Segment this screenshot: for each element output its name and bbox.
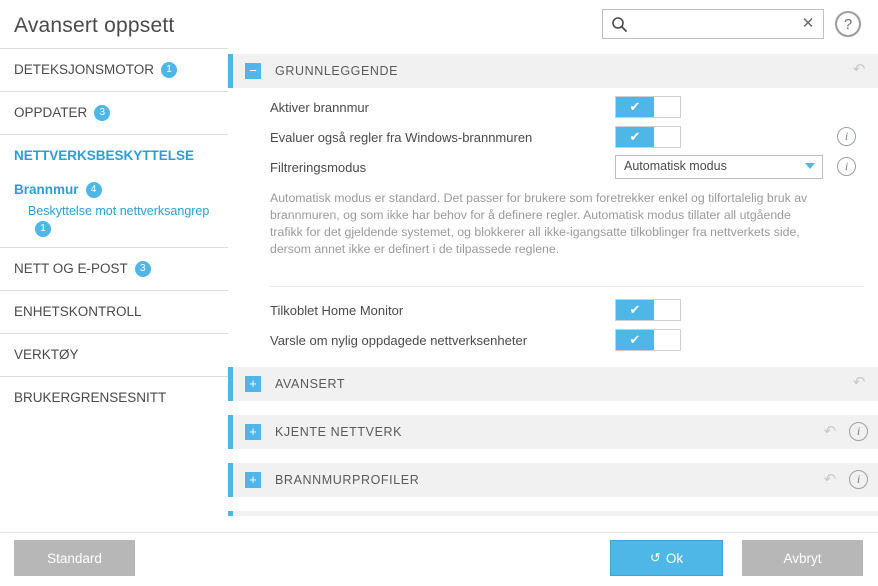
section-header-brannmurprofiler[interactable] <box>228 463 878 497</box>
sidebar-item-badge: 3 <box>135 261 151 277</box>
sidebar <box>0 48 228 532</box>
info-icon[interactable]: i <box>849 422 868 441</box>
section-actions <box>821 470 868 489</box>
sidebar-item-label: DETEKSJONSMOTOR <box>14 62 155 77</box>
section-header-kjente-nettverk[interactable] <box>228 415 878 449</box>
sidebar-item-badge: 3 <box>94 105 110 121</box>
expand-icon[interactable]: + <box>245 376 261 392</box>
section-header-avansert[interactable] <box>228 367 878 401</box>
revert-icon[interactable]: ↶ <box>823 422 837 440</box>
toggle-evaluer-windows-regler[interactable] <box>615 126 681 148</box>
sidebar-item-brukergrensesnitt[interactable] <box>0 376 228 419</box>
sidebar-subitem-badge: 4 <box>86 182 102 198</box>
dialog-footer <box>0 532 878 586</box>
spacer <box>228 264 878 286</box>
sidebar-item-label: OPPDATER <box>14 105 88 120</box>
ok-button-inner <box>650 550 683 566</box>
setting-row-home-monitor <box>228 295 878 325</box>
setting-row-filtreringsmodus <box>228 152 878 182</box>
content-fade <box>228 516 878 532</box>
sidebar-item-badge: 1 <box>161 62 177 78</box>
sidebar-item-verktoy[interactable] <box>0 333 228 376</box>
info-icon[interactable]: i <box>837 157 856 176</box>
sidebar-item-nettverksbeskyttelse[interactable] <box>0 134 228 177</box>
toggle-knob: ✔ <box>616 127 654 147</box>
setting-label: Tilkoblet Home Monitor <box>270 302 404 318</box>
toggle-varsle-nettverksenheter[interactable] <box>615 329 681 351</box>
section-actions <box>821 422 868 441</box>
settings-panel <box>228 48 878 532</box>
sidebar-subitem-beskyttelse-mot-nettverksangrep[interactable] <box>0 203 228 247</box>
toggle-knob: ✔ <box>616 97 654 117</box>
revert-icon[interactable]: ↶ <box>852 61 866 78</box>
section-actions <box>850 374 868 392</box>
sidebar-item-label: NETT OG E-POST <box>14 261 128 276</box>
setting-label: Filtreringsmodus <box>270 159 367 175</box>
sidebar-item-label: ENHETSKONTROLL <box>14 304 142 319</box>
search-icon <box>611 16 628 33</box>
expand-icon[interactable]: + <box>245 424 261 440</box>
sidebar-subitem-badge: 1 <box>35 221 51 237</box>
sidebar-item-nett-og-epost[interactable] <box>0 247 228 290</box>
revert-icon[interactable]: ↶ <box>852 374 866 391</box>
chevron-down-icon <box>805 163 815 169</box>
info-icon[interactable]: i <box>837 127 856 146</box>
section-title: KJENTE NETTVERK <box>275 425 403 439</box>
select-filtreringsmodus[interactable] <box>615 155 823 179</box>
sidebar-subitem-label: Brannmur <box>14 182 79 197</box>
toggle-knob: ✔ <box>616 330 654 350</box>
section-title: GRUNNLEGGENDE <box>275 64 399 78</box>
ok-button[interactable] <box>610 540 723 576</box>
section-header-grunnleggende[interactable] <box>228 54 878 88</box>
setting-label: Varsle om nylig oppdagede nettverksenheter <box>270 332 528 348</box>
search-input[interactable] <box>633 14 802 37</box>
collapse-icon[interactable]: − <box>245 63 261 79</box>
sidebar-item-label: NETTVERKSBESKYTTELSE <box>14 148 195 163</box>
section-actions <box>850 61 868 79</box>
section-body-grunnleggende <box>228 88 878 367</box>
info-icon[interactable]: i <box>849 470 868 489</box>
sidebar-item-label: BRUKERGRENSESNITT <box>14 390 167 405</box>
clear-search-icon[interactable]: ✕ <box>801 15 815 32</box>
sidebar-subitem-label: Beskyttelse mot nettverksangrep <box>28 204 210 218</box>
toggle-knob: ✔ <box>616 300 654 320</box>
setting-label: Aktiver brannmur <box>270 99 369 115</box>
expand-icon[interactable]: + <box>245 472 261 488</box>
sidebar-item-label: VERKTØY <box>14 347 79 362</box>
cancel-button[interactable]: Avbryt <box>742 540 863 576</box>
sidebar-subitem-brannmur[interactable] <box>0 177 228 203</box>
sidebar-subitem-label-wrap <box>14 203 214 247</box>
refresh-icon: ↺ <box>649 550 661 565</box>
search-box[interactable] <box>602 9 824 39</box>
section-title: AVANSERT <box>275 377 346 391</box>
page-title: Avansert oppsett <box>14 14 175 37</box>
setting-label: Evaluer også regler fra Windows-brannmuren <box>270 129 533 145</box>
filtering-mode-description: Automatisk modus er standard. Det passer for brukere som foretrekker enkel og tilfortalelig bruk av brannmuren, og som ikke har behov for å definere regler. Automatisk modus tillater all utgående trafikk for det gjeldende systemet, og blokkerer all ikke-igangsatte tilkoblinger fra nettverkets side, dersom annet ikke er definert i de tilpassede reglene. <box>270 191 808 256</box>
setting-row-varsle-nettverksenheter <box>228 325 878 355</box>
default-button[interactable]: Standard <box>14 540 135 576</box>
sidebar-item-deteksjonsmotor[interactable] <box>0 48 228 91</box>
section-title: BRANNMURPROFILER <box>275 473 420 487</box>
select-value: Automatisk modus <box>624 159 727 173</box>
sidebar-item-enhetskontroll[interactable] <box>0 290 228 333</box>
toggle-home-monitor[interactable] <box>615 299 681 321</box>
ok-button-label: Ok <box>665 550 684 566</box>
help-icon[interactable]: ? <box>835 11 861 37</box>
setting-row-aktiver-brannmur <box>228 92 878 122</box>
setting-row-evaluer-windows-regler <box>228 122 878 152</box>
revert-icon[interactable]: ↶ <box>823 470 837 488</box>
sidebar-item-oppdater[interactable] <box>0 91 228 134</box>
window-header <box>0 0 878 48</box>
toggle-aktiver-brannmur[interactable] <box>615 96 681 118</box>
